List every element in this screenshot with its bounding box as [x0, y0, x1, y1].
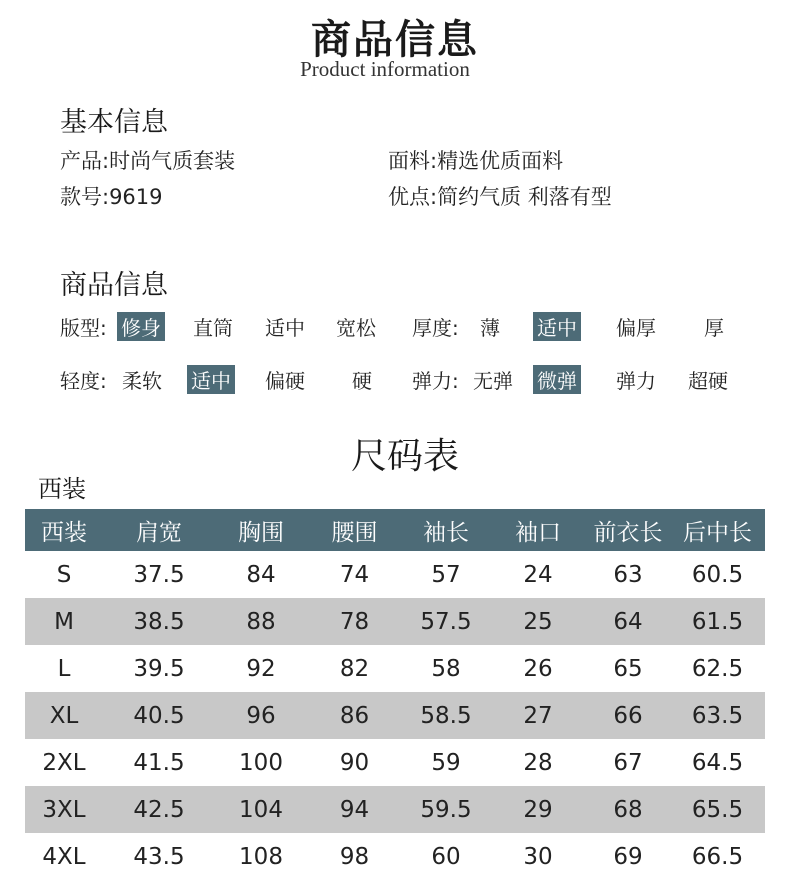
measure-cell: 108	[239, 843, 283, 870]
measure-cell: 39.5	[133, 655, 185, 682]
measure-cell: 28	[523, 749, 553, 776]
measure-cell: 57.5	[420, 608, 472, 635]
measure-cell: 63.5	[691, 702, 744, 729]
measure-cell: 25	[523, 608, 553, 635]
measure-cell: 96	[246, 702, 276, 729]
measure-cell: 43.5	[133, 843, 185, 870]
thickness-option: 薄	[480, 316, 500, 340]
header-cell: 袖长	[423, 519, 469, 546]
size-cell: S	[56, 561, 72, 588]
measure-cell: 74	[339, 561, 370, 588]
table-row	[25, 645, 765, 692]
measure-cell: 104	[239, 796, 283, 823]
measure-cell: 30	[523, 843, 553, 870]
measure-cell: 100	[239, 749, 283, 776]
measure-cell: 24	[523, 561, 553, 588]
softness-option: 硬	[352, 369, 372, 393]
header-cell: 西装	[41, 519, 87, 546]
table-row	[25, 739, 765, 786]
table-row	[25, 551, 765, 598]
thickness-label: 厚度:	[412, 316, 459, 340]
measure-cell: 27	[523, 702, 553, 729]
page-subtitle: Product information	[300, 57, 470, 81]
header-cell: 肩宽	[136, 519, 182, 546]
elasticity-label: 弹力:	[412, 369, 459, 393]
measure-cell: 84	[246, 561, 276, 588]
measure-cell: 65.5	[691, 796, 744, 823]
measure-cell: 61.5	[691, 608, 744, 635]
thickness-option: 适中	[533, 312, 581, 341]
measure-cell: 64	[613, 608, 643, 635]
table-row	[25, 692, 765, 739]
measure-cell: 88	[246, 608, 276, 635]
measure-cell: 57	[431, 561, 461, 588]
measure-cell: 82	[339, 655, 370, 682]
measure-cell: 66.5	[691, 843, 744, 870]
elasticity-option: 超硬	[688, 369, 728, 393]
elasticity-option: 微弹	[533, 365, 581, 394]
measure-cell: 86	[339, 702, 370, 729]
size-cell: 3XL	[42, 796, 86, 823]
size-cell: 2XL	[42, 749, 86, 776]
measure-cell: 65	[613, 655, 643, 682]
table-row	[25, 598, 765, 645]
table-row	[25, 786, 765, 833]
measure-cell: 59	[431, 749, 461, 776]
style-number-line: 款号:9619	[60, 185, 163, 209]
basic-info-heading: 基本信息	[60, 107, 168, 138]
fit-option: 适中	[265, 316, 305, 340]
product-line: 产品:时尚气质套装	[60, 149, 236, 173]
header-cell: 后中长	[683, 519, 752, 546]
header-cell: 胸围	[238, 519, 284, 546]
measure-cell: 94	[339, 796, 370, 823]
measure-cell: 63	[613, 561, 643, 588]
size-cell: M	[54, 608, 74, 635]
measure-cell: 68	[613, 796, 643, 823]
measure-cell: 66	[613, 702, 643, 729]
measure-cell: 92	[246, 655, 276, 682]
attributes-heading: 商品信息	[60, 270, 168, 301]
measure-cell: 37.5	[133, 561, 185, 588]
measure-cell: 41.5	[133, 749, 185, 776]
measure-cell: 59.5	[420, 796, 472, 823]
table-row	[25, 833, 765, 880]
elasticity-option: 弹力	[616, 369, 656, 393]
measure-cell: 40.5	[133, 702, 185, 729]
measure-cell: 60.5	[691, 561, 744, 588]
measure-cell: 64.5	[691, 749, 744, 776]
size-cell: 4XL	[42, 843, 86, 870]
measure-cell: 60	[431, 843, 461, 870]
measure-cell: 78	[339, 608, 370, 635]
measure-cell: 90	[339, 749, 370, 776]
header-cell: 袖口	[515, 519, 561, 546]
measure-cell: 26	[523, 655, 553, 682]
fit-option: 修身	[117, 312, 165, 341]
header-cell: 前衣长	[593, 519, 663, 546]
measure-cell: 98	[339, 843, 370, 870]
header-cell: 腰围	[331, 519, 378, 546]
size-table	[25, 509, 765, 880]
fit-label: 版型:	[60, 316, 107, 340]
softness-option: 适中	[187, 365, 235, 394]
softness-option: 柔软	[122, 369, 162, 393]
measure-cell: 58.5	[420, 702, 472, 729]
fabric-line: 面料:精选优质面料	[388, 149, 564, 173]
thickness-option: 偏厚	[616, 316, 656, 340]
measure-cell: 62.5	[691, 655, 744, 682]
page-title: 商品信息	[311, 16, 479, 63]
thickness-option: 厚	[704, 316, 724, 340]
size-cell: L	[57, 655, 71, 682]
softness-label: 轻度:	[60, 369, 107, 393]
measure-cell: 42.5	[133, 796, 185, 823]
fit-option: 直筒	[193, 316, 233, 340]
measure-cell: 29	[523, 796, 553, 823]
table-header-row	[25, 509, 765, 551]
features-line: 优点:简约气质 利落有型	[388, 185, 612, 209]
fit-option: 宽松	[336, 316, 376, 340]
measure-cell: 38.5	[133, 608, 185, 635]
softness-option: 偏硬	[265, 369, 305, 393]
elasticity-option: 无弹	[473, 369, 513, 393]
measure-cell: 69	[613, 843, 643, 870]
size-chart-category: 西装	[38, 475, 86, 503]
size-chart-title: 尺码表	[350, 436, 459, 477]
measure-cell: 58	[431, 655, 461, 682]
measure-cell: 67	[613, 749, 643, 776]
size-cell: XL	[49, 702, 79, 729]
